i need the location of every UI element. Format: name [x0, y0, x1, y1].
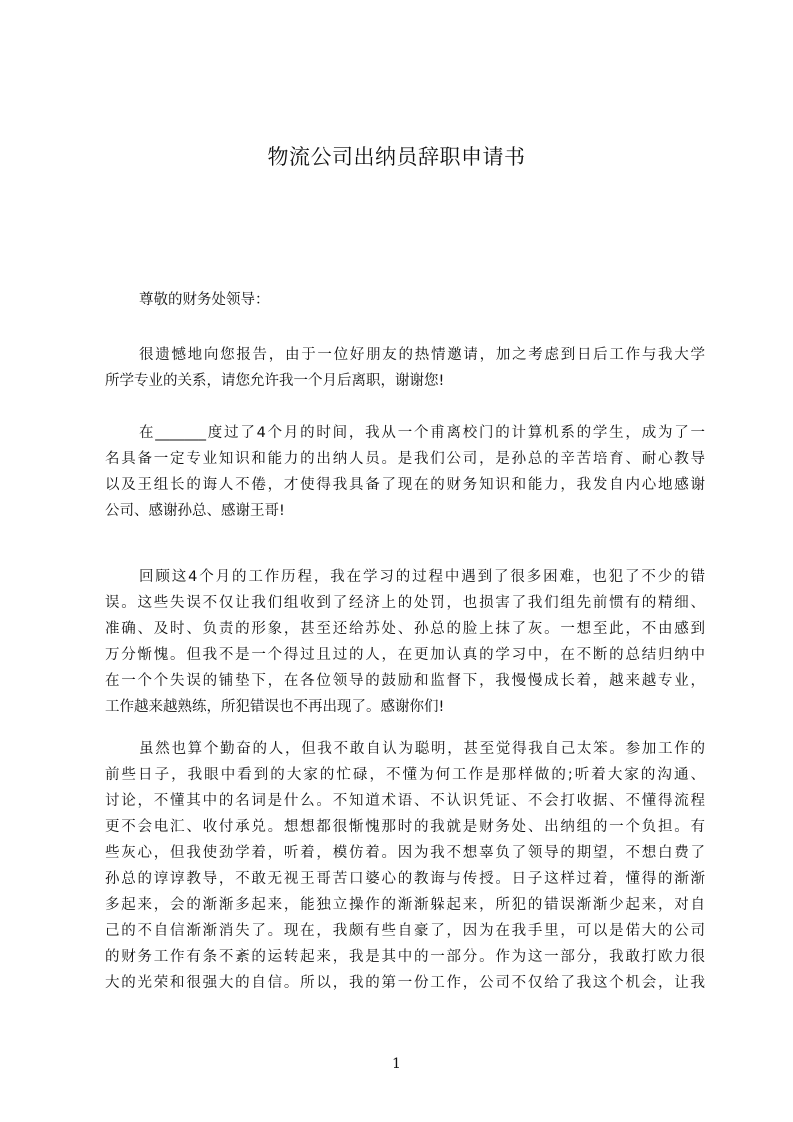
paragraph-line: 多起来，会的渐渐多起来，能独立操作的渐渐躲起来，所犯的错误渐渐少起来，对自 — [105, 897, 705, 913]
paragraph-2 — [105, 420, 705, 524]
page-number: 1 — [392, 1056, 401, 1072]
paragraph-line: 在_______度过了4个月的时间，我从一个甫离校门的计算机系的学生，成为了一 — [139, 425, 705, 441]
paragraph-line: 更不会电汇、收付承兑。想想都很惭愧那时的我就是财务处、出纳组的一个负担。有 — [105, 819, 705, 835]
paragraph-line: 回顾这4个月的工作历程，我在学习的过程中遇到了很多困难，也犯了不少的错 — [139, 569, 705, 585]
paragraph-line: 孙总的谆谆教导，不敢无视王哥苦口婆心的教诲与传授。日子这样过着，懂得的渐渐 — [105, 871, 705, 887]
paragraph-line: 前些日子，我眼中看到的大家的忙碌，不懂为何工作是那样做的;听着大家的沟通、 — [105, 767, 705, 783]
paragraph-line: 虽然也算个勤奋的人，但我不敢自认为聪明，甚至觉得我自己太笨。参加工作的 — [139, 741, 705, 757]
paragraph-line: 万分惭愧。但我不是一个得过且过的人，在更加认真的学习中，在不断的总结归纳中 — [105, 647, 705, 663]
paragraph-line: 误。这些失误不仅让我们组收到了经济上的处罚，也损害了我们组先前惯有的精细、 — [105, 595, 705, 611]
paragraph-3 — [105, 564, 705, 720]
paragraph-line: 名具备一定专业知识和能力的出纳人员。是我们公司，是孙总的辛苦培育、耐心教导 — [105, 451, 705, 467]
paragraph-line: 讨论，不懂其中的名词是什么。不知道术语、不认识凭证、不会打收据、不懂得流程 — [105, 793, 705, 809]
paragraph-line: 大的光荣和很强大的自信。所以，我的第一份工作，公司不仅给了我这个机会，让我 — [105, 975, 705, 991]
paragraph-4 — [105, 736, 705, 996]
paragraph-line: 准确、及时、负责的形象，甚至还给苏处、孙总的脸上抹了灰。一想至此，不由感到 — [105, 621, 705, 637]
paragraph-line: 己的不自信渐渐消失了。现在，我颇有些自豪了，因为在我手里，可以是偌大的公司 — [105, 923, 705, 939]
paragraph-line: 公司、感谢孙总、感谢王哥! — [105, 503, 285, 519]
paragraph-line: 的财务工作有条不紊的运转起来，我是其中的一部分。作为这一部分，我敢打欧力很 — [105, 949, 705, 965]
paragraph-line: 所学专业的关系，请您允许我一个月后离职，谢谢您! — [105, 373, 445, 389]
document-title: 物流公司出纳员辞职申请书 — [267, 145, 526, 169]
paragraph-line: 很遗憾地向您报告，由于一位好朋友的热情邀请，加之考虑到日后工作与我大学 — [139, 347, 705, 363]
paragraph-line: 在一个个失误的铺垫下，在各位领导的鼓励和监督下，我慢慢成长着，越来越专业， — [105, 673, 705, 689]
paragraph-line: 以及王组长的诲人不倦，才使得我具备了现在的财务知识和能力，我发自内心地感谢 — [105, 477, 705, 493]
salutation: 尊敬的财务处领导： — [139, 292, 270, 308]
paragraph-line: 些灰心，但我使劲学着，听着，模仿着。因为我不想辜负了领导的期望，不想白费了 — [105, 845, 705, 861]
paragraph-line: 工作越来越熟练，所犯错误也不再出现了。感谢你们! — [105, 699, 445, 715]
paragraph-1 — [105, 342, 705, 394]
